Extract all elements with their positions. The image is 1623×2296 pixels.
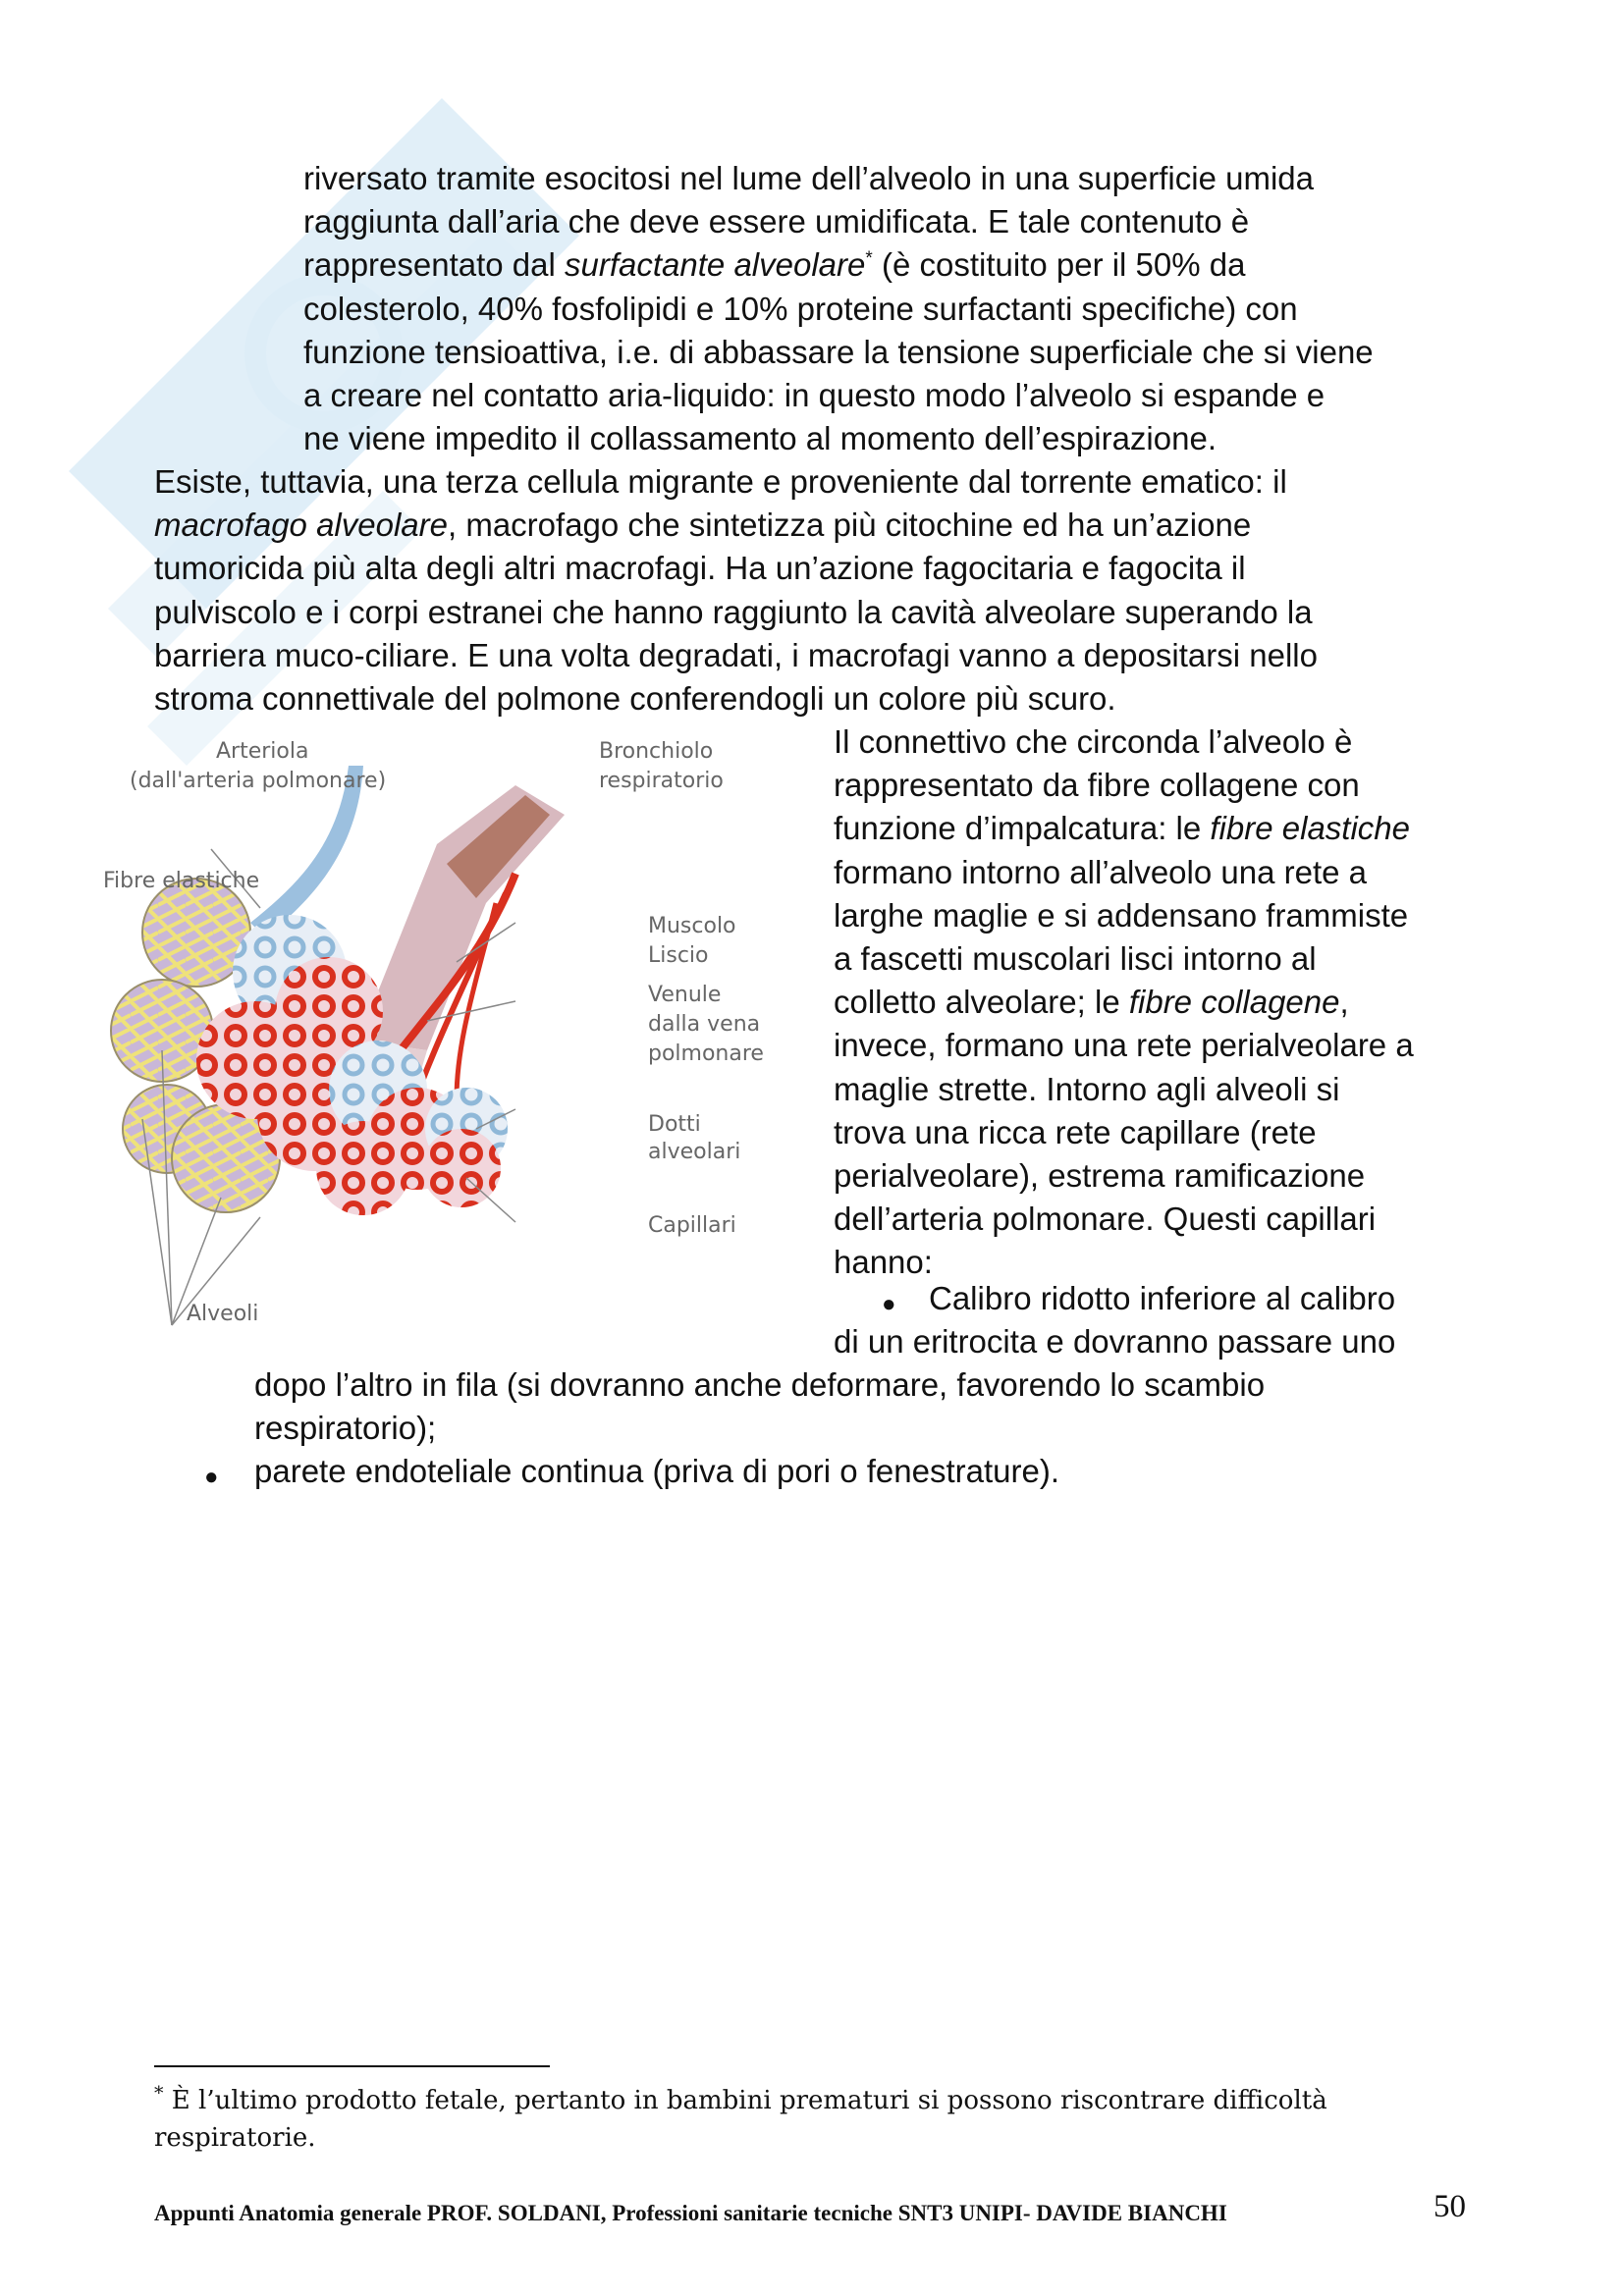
label-muscolo: Muscolo [648, 914, 736, 938]
paragraph-connective [834, 721, 1521, 1285]
italic-term: surfactante alveolare [565, 246, 866, 284]
text-line: tumoricida più alta degli altri macrofagi. Ha un’azione fagocitaria e fagocita il [154, 550, 1246, 587]
text-line: rappresentato da fibre collagene con [834, 767, 1360, 804]
text-line: maglie strette. Intorno agli alveoli si [834, 1070, 1340, 1107]
text-line: stroma connettivale del polmone conferendogli un colore più scuro. [154, 680, 1116, 718]
text-line: colesterolo, 40% fosfolipidi e 10% proteine surfactanti specifiche) con [303, 290, 1298, 327]
text-line: ne viene impedito il collassamento al momento dell’espirazione. [303, 420, 1217, 457]
label-bronchiolo-sub: respiratorio [599, 769, 724, 793]
bullet-item-1-line-1: Calibro ridotto inferiore al calibro [929, 1280, 1396, 1316]
paragraph-surfactant [303, 157, 1531, 460]
footnote-line: È l’ultimo prodotto fetale, pertanto in bambini prematuri si possono riscontrare difficoltà [163, 2086, 1327, 2115]
text-line: macrofago alveolare, macrofago che sintetizza più citochine ed ha un’azione [154, 507, 1252, 544]
label-fibre-elastiche: Fibre elastiche [103, 869, 260, 893]
label-bronchiolo: Bronchiolo [599, 739, 714, 764]
bullet-item-1-line-2: di un eritrocita e dovranno passare uno [834, 1323, 1396, 1360]
footnote-reference[interactable]: * [865, 248, 873, 270]
page-number: 50 [1434, 2189, 1466, 2224]
text-line: raggiunta dall’aria che deve essere umidificata. E tale contenuto è [303, 203, 1250, 240]
label-alveoli: Alveoli [187, 1302, 259, 1326]
footnote-line: respiratorie. [154, 2123, 316, 2153]
bullet-marker: ● [204, 1464, 219, 1490]
text-line: funzione tensioattiva, i.e. di abbassare la tensione superficiale che si viene [303, 333, 1374, 370]
text-line: rappresentato dal surfactante alveolare* (è costituito per il 50% da [303, 246, 1246, 284]
bullet-item-1-line-4: respiratorio); [254, 1410, 437, 1446]
label-arteriola: Arteriola [216, 739, 309, 764]
text-line: barriera muco-ciliare. E una volta degradati, i macrofagi vanno a depositarsi nello [154, 636, 1318, 673]
text-line: Esiste, tuttavia, una terza cellula migrante e proveniente dal torrente ematico: il [154, 463, 1287, 500]
footnote-separator [154, 2065, 550, 2067]
label-venule-3: polmonare [648, 1041, 764, 1066]
label-venule-2: dalla vena [648, 1012, 761, 1037]
label-capillari: Capillari [648, 1213, 736, 1238]
text-line: a creare nel contatto aria-liquido: in questo modo l’alveolo si espande e [303, 377, 1325, 414]
bullet-item-1-line-3: dopo l’altro in fila (si dovranno anche deformare, favorendo lo scambio [254, 1366, 1266, 1403]
page-footer: Appunti Anatomia generale PROF. SOLDANI, Professioni sanitarie tecniche SNT3 UNIPI- DAVIDE BIANCHI [154, 2201, 1227, 2225]
text-line: invece, formano una rete perialveolare a [834, 1027, 1414, 1064]
text-line: riversato tramite esocitosi nel lume dell’alveolo in una superficie umida [303, 160, 1314, 196]
text-line: larghe maglie e si addensano frammiste [834, 896, 1409, 934]
text-line: pulviscolo e i corpi estranei che hanno raggiunto la cavità alveolare superando la [154, 593, 1313, 630]
footnote [154, 2082, 1431, 2157]
alveoli-illustration [103, 726, 790, 1330]
label-alveolari: alveolari [648, 1140, 741, 1164]
text-line: colletto alveolare; le fibre collagene, [834, 984, 1349, 1021]
text-line: trova una ricca rete capillare (rete [834, 1113, 1317, 1150]
text-line: perialveolare), estrema ramificazione [834, 1157, 1366, 1195]
text-line: Il connettivo che circonda l’alveolo è [834, 723, 1353, 760]
bullet-item-2: parete endoteliale continua (priva di pori o fenestrature). [254, 1453, 1059, 1489]
label-dotti: Dotti [648, 1112, 701, 1137]
text-line: dell’arteria polmonare. Questi capillari [834, 1201, 1377, 1238]
footnote-mark: * [154, 2082, 164, 2105]
italic-term: fibre elastiche [1210, 810, 1410, 847]
italic-term: macrofago alveolare [154, 507, 448, 544]
label-venule: Venule [648, 983, 722, 1007]
text-line: funzione d’impalcatura: le fibre elastiche [834, 810, 1410, 847]
paragraph-macrophage [154, 460, 1529, 721]
text-line: formano intorno all’alveolo una rete a [834, 853, 1368, 890]
label-liscio: Liscio [648, 943, 709, 968]
label-arteriola-sub: (dall'arteria polmonare) [130, 769, 387, 793]
text-line: hanno: [834, 1244, 933, 1281]
italic-term: fibre collagene [1128, 984, 1340, 1021]
bullet-marker: ● [882, 1291, 896, 1317]
text-line: a fascetti muscolari lisci intorno al [834, 940, 1317, 978]
